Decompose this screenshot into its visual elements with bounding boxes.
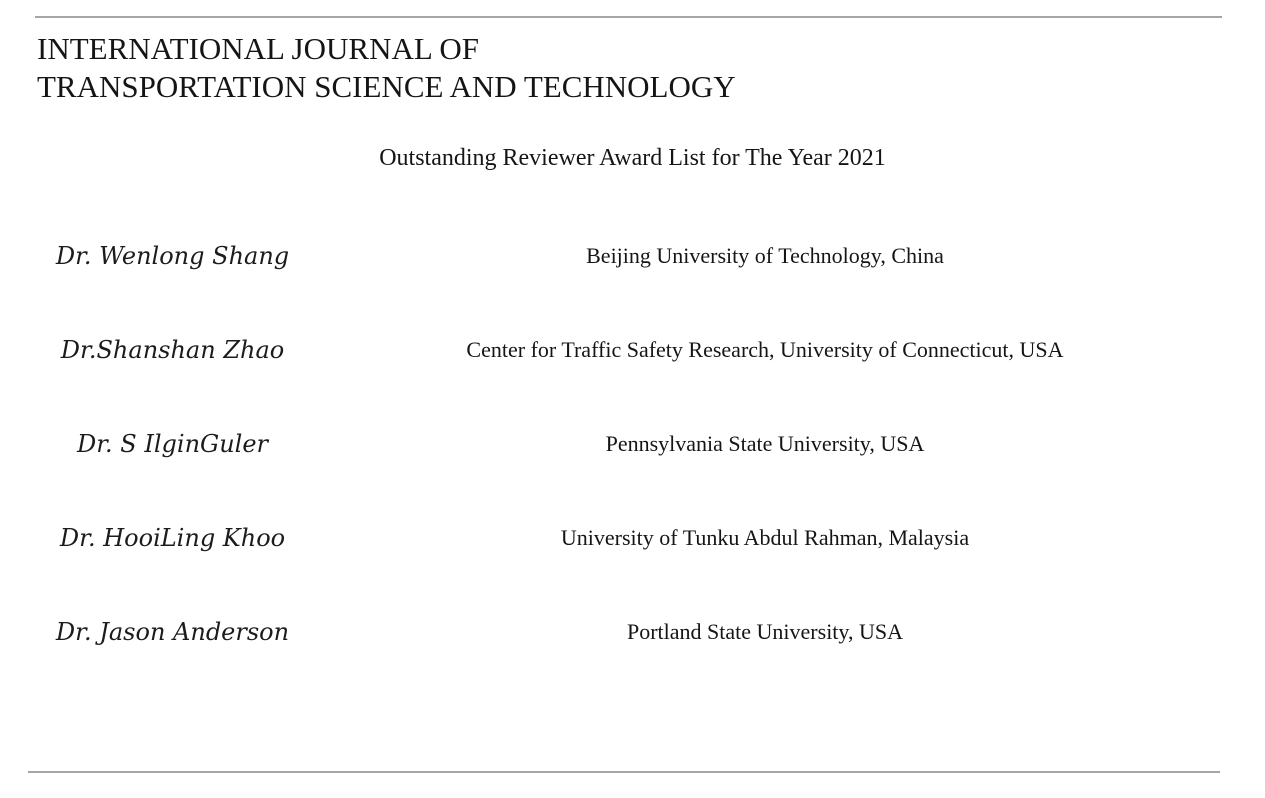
- reviewer-name: Dr. HooiLing Khoo: [59, 524, 286, 552]
- reviewer-name: Dr.Shanshan Zhao: [60, 336, 285, 364]
- reviewer-list: [35, 209, 1220, 679]
- reviewer-name: Dr. S IlginGuler: [76, 430, 269, 458]
- reviewer-affiliation: Beijing University of Technology, China: [586, 243, 944, 268]
- reviewer-affiliation: Pennsylvania State University, USA: [605, 431, 925, 456]
- reviewer-affiliation: University of Tunku Abdul Rahman, Malaysia: [560, 525, 970, 550]
- journal-name-line1: INTERNATIONAL JOURNAL OF: [37, 31, 480, 66]
- top-horizontal-rule: [35, 16, 1222, 18]
- reviewer-row: [35, 585, 1220, 679]
- reviewer-affiliation: Center for Traffic Safety Research, University of Connecticut, USA: [466, 337, 1064, 362]
- reviewer-row: [35, 303, 1220, 397]
- journal-name-line2: TRANSPORTATION SCIENCE AND TECHNOLOGY: [37, 69, 736, 104]
- reviewer-row: [35, 397, 1220, 491]
- bottom-horizontal-rule: [28, 771, 1220, 773]
- reviewer-row: [35, 491, 1220, 585]
- reviewer-name: Dr. Jason Anderson: [55, 618, 290, 646]
- reviewer-row: [35, 209, 1220, 303]
- reviewer-name: Dr. Wenlong Shang: [55, 242, 290, 270]
- award-list-title: Outstanding Reviewer Award List for The Year 2021: [379, 145, 886, 171]
- journal-name-heading: [37, 30, 736, 106]
- reviewer-affiliation: Portland State University, USA: [627, 619, 903, 644]
